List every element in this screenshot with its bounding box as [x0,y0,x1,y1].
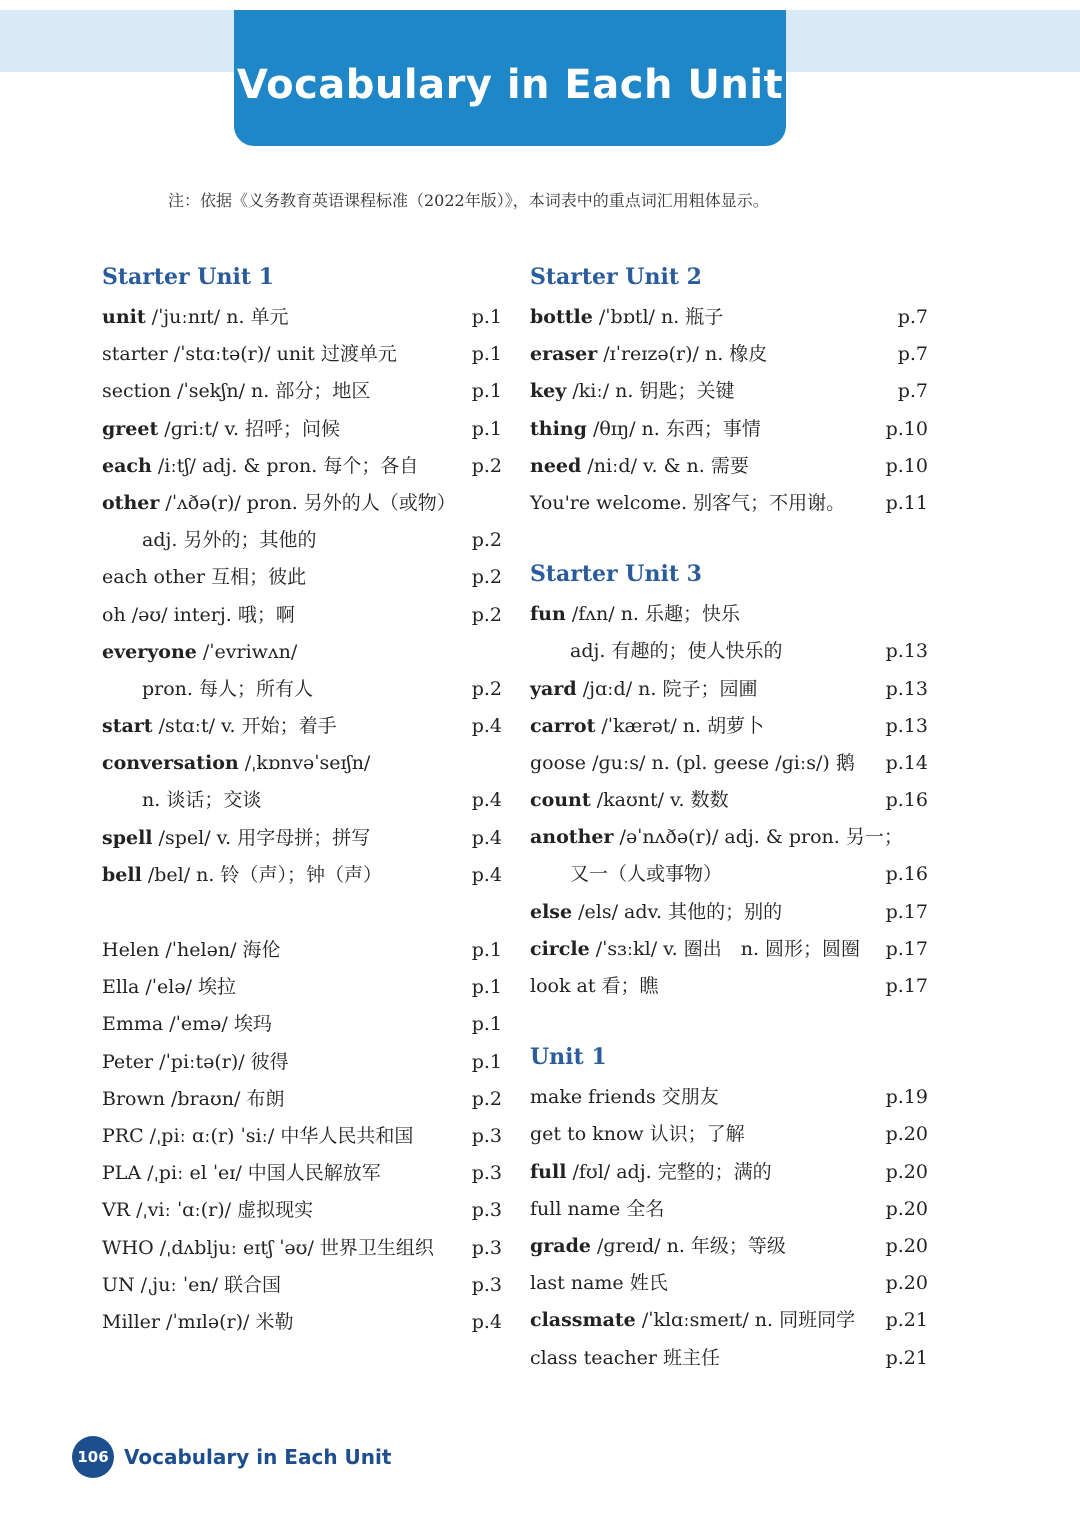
vocab-text [530,671,757,708]
vocab-entry [530,373,928,410]
starter-unit-3-list [530,596,928,1005]
vocab-text [102,336,397,373]
vocab-text [102,597,295,634]
vocab-definition: /θɪŋ/ n. 东西；事情 [586,417,761,440]
vocab-entry [530,336,928,373]
vocab-keyword: unit [102,306,146,328]
page-reference: p.10 [885,417,928,440]
vocab-entry [530,1079,928,1116]
page-reference: p.2 [471,529,502,552]
vocab-entry [102,782,502,819]
vocab-definition: Ella /ˈelə/ 埃拉 [102,976,237,999]
page-reference: p.7 [897,380,928,403]
vocab-definition: /bel/ n. 铃（声）；钟（声） [141,863,382,886]
vocab-text [102,745,370,782]
right-column [530,262,928,1377]
vocab-definition: class teacher 班主任 [530,1346,721,1369]
vocab-text [530,708,764,745]
vocab-definition: WHO /ˌdʌbljuː eɪtʃ ˈəʊ/ 世界卫生组织 [102,1236,434,1259]
page-reference: p.2 [471,1087,502,1110]
vocab-text [102,932,281,969]
section-heading: Unit 1 [530,1044,607,1071]
page-reference: p.14 [885,751,928,774]
vocab-definition: each other 互相；彼此 [102,566,307,589]
vocab-definition: /ˈkærət/ n. 胡萝卜 [595,714,765,737]
vocab-text [102,522,316,559]
vocab-text [530,448,749,485]
page-reference: p.13 [885,640,928,663]
vocab-keyword: yard [530,677,577,700]
vocab-keyword: count [530,789,591,812]
page-reference: p.20 [885,1160,928,1183]
vocab-text [102,1044,289,1081]
page-reference: p.4 [471,789,502,812]
vocab-definition: get to know 认识；了解 [530,1123,745,1146]
page-reference: p.2 [471,566,502,589]
vocab-entry [102,448,502,485]
vocab-text [530,485,845,522]
vocab-entry [530,411,928,448]
vocab-entry [102,1081,502,1118]
vocab-definition: PLA /ˌpiː el ˈeɪ/ 中国人民解放军 [102,1162,381,1185]
page-title: Vocabulary in Each Unit [236,62,784,108]
section-heading: Starter Unit 3 [530,561,702,588]
section-heading: Starter Unit 1 [102,264,274,290]
vocab-entry [530,1116,928,1153]
page-reference: p.16 [885,863,928,886]
vocab-definition: /niːd/ v. & n. 需要 [581,454,749,477]
vocab-keyword: bottle [530,306,593,328]
vocab-entry [102,1155,502,1192]
vocab-entry [530,931,928,968]
vocab-text [102,1192,313,1229]
vocab-definition: last name 姓氏 [530,1272,668,1295]
vocab-definition: 又一（人或事物） [570,863,723,886]
vocab-text [102,1267,281,1304]
page-reference: p.1 [471,1013,502,1036]
vocab-definition: /jɑːd/ n. 院子；园圃 [576,677,758,700]
vocab-keyword: grade [530,1234,591,1257]
vocab-text [530,633,782,670]
page-reference: p.1 [471,343,502,366]
vocab-entry [102,485,502,522]
vocab-entry [102,1044,502,1081]
vocab-entry [530,1340,928,1377]
page-reference: p.1 [471,306,502,328]
page-reference: p.7 [897,306,928,328]
vocab-keyword: else [530,900,573,923]
vocab-text [530,931,860,968]
page-reference: p.10 [885,454,928,477]
vocab-entry [530,819,928,856]
vocab-keyword: eraser [530,343,598,366]
vocab-text [530,782,729,819]
vocab-definition: make friends 交朋友 [530,1086,719,1109]
vocab-text [530,856,722,893]
vocab-keyword: another [530,826,614,849]
vocab-entry [530,633,928,670]
vocab-entry [102,373,502,410]
vocab-definition: /ˈevriwʌn/ [196,640,298,663]
vocab-entry [530,1154,928,1191]
vocab-keyword: other [102,491,160,514]
vocab-keyword: classmate [530,1309,636,1332]
page-reference: p.7 [897,343,928,366]
vocab-text [102,782,261,819]
vocab-text [530,336,767,373]
vocab-definition: Emma /ˈemə/ 埃玛 [102,1013,272,1036]
footer-label: Vocabulary in Each Unit [124,1445,392,1469]
vocab-definition: /ˈʌðə(r)/ pron. 另外的人（或物） [159,491,456,514]
vocab-entry [530,1228,928,1265]
vocab-entry [530,299,928,336]
page-reference: p.20 [885,1234,928,1257]
vocab-text [102,411,340,448]
page-reference: p.4 [471,826,502,849]
note-text: 注：依据《义务教育英语课程标准（2022年版）》，本词表中的重点词汇用粗体显示。 [168,191,769,210]
names-list [102,932,502,1341]
vocab-entry [102,522,502,559]
vocab-definition: Miller /ˈmɪlə(r)/ 米勒 [102,1310,294,1333]
vocab-keyword: full [530,1160,567,1183]
vocab-definition: /kaʊnt/ v. 数数 [590,789,729,812]
vocab-text [102,299,289,336]
page-reference: p.2 [471,677,502,700]
page-reference: p.4 [471,1310,502,1333]
vocab-entry [102,708,502,745]
vocab-text [530,894,782,931]
vocab-definition: section /ˈsekʃn/ n. 部分；地区 [102,380,371,403]
vocab-entry [102,1267,502,1304]
vocab-definition: /spel/ v. 用字母拼；拼写 [152,826,371,849]
vocab-text [530,1340,720,1377]
page-reference: p.13 [885,714,928,737]
vocab-entry [102,969,502,1006]
vocab-text [530,1191,664,1228]
page-reference: p.3 [471,1162,502,1185]
vocab-definition: /fʊl/ adj. 完整的；满的 [566,1160,772,1183]
vocab-entry [530,856,928,893]
vocab-entry [530,782,928,819]
vocab-text [102,448,418,485]
vocab-entry [530,671,928,708]
vocab-keyword: circle [530,937,590,960]
page-reference: p.20 [885,1272,928,1295]
vocab-keyword: spell [102,826,153,849]
vocab-keyword: need [530,454,582,477]
vocab-definition: pron. 每人；所有人 [142,677,314,700]
vocab-definition: Peter /ˈpiːtə(r)/ 彼得 [102,1050,289,1073]
vocab-entry [102,1304,502,1341]
vocab-text [530,1116,745,1153]
vocab-text [102,671,313,708]
page-reference: p.20 [885,1197,928,1220]
page-reference: p.21 [885,1309,928,1332]
vocab-definition: /ˈklɑːsmeɪt/ n. 同班同学 [635,1309,856,1332]
vocab-definition: oh /əʊ/ interj. 哦；啊 [102,603,295,626]
left-column [102,262,502,1341]
vocab-entry [530,894,928,931]
vocab-text [102,1118,413,1155]
page-reference: p.4 [471,715,502,738]
vocab-entry [102,299,502,336]
page-reference: p.20 [885,1123,928,1146]
page-reference: p.21 [885,1346,928,1369]
vocab-text [102,1230,434,1267]
vocab-text [530,1154,772,1191]
vocab-entry [102,671,502,708]
vocab-text [530,596,740,633]
page-reference: p.4 [471,863,502,886]
vocab-text [102,1155,381,1192]
vocab-keyword: everyone [102,640,197,663]
vocab-entry [102,1230,502,1267]
vocab-definition: /iːtʃ/ adj. & pron. 每个；各自 [151,454,419,477]
unit-1-list [530,1079,928,1377]
vocab-entry [530,968,928,1005]
vocab-definition: /ˈjuːnɪt/ n. 单元 [145,306,289,328]
vocab-definition: /kiː/ n. 钥匙；关键 [566,380,735,403]
vocab-text [530,1302,855,1339]
vocab-text [530,745,855,782]
page-reference: p.3 [471,1236,502,1259]
vocab-text [102,1081,284,1118]
page-reference: p.13 [885,677,928,700]
vocab-entry [102,1006,502,1043]
vocab-definition: starter /ˈstɑːtə(r)/ unit 过渡单元 [102,343,397,366]
page-reference: p.19 [885,1086,928,1109]
vocab-definition: VR /ˌviː ˈɑː(r)/ 虚拟现实 [102,1199,314,1222]
page-reference: p.2 [471,454,502,477]
vocab-definition: /əˈnʌðə(r)/ adj. & pron. 另一； [613,826,903,849]
vocab-definition: full name 全名 [530,1197,665,1220]
vocab-definition: /ˌkɒnvəˈseɪʃn/ [238,752,371,775]
vocab-text [530,373,735,410]
vocab-entry [102,857,502,894]
vocab-entry [530,596,928,633]
vocab-text [102,1006,272,1043]
vocab-entry [530,1302,928,1339]
vocab-text [102,485,456,522]
vocab-text [530,968,659,1005]
page-reference: p.17 [885,937,928,960]
page-reference: p.1 [471,939,502,961]
page-reference: p.1 [471,1050,502,1073]
vocab-definition: adj. 有趣的；使人快乐的 [570,640,783,663]
vocab-definition: adj. 另外的；其他的 [142,529,317,552]
vocab-text [530,819,903,856]
vocab-definition: /ˈbɒtl/ n. 瓶子 [592,306,724,328]
vocab-entry [530,745,928,782]
vocab-keyword: fun [530,603,566,626]
vocab-entry [102,745,502,782]
page-reference: p.3 [471,1199,502,1222]
vocab-keyword: greet [102,417,159,440]
title-tab [234,10,786,146]
vocab-text [530,1228,786,1265]
vocab-entry [102,411,502,448]
vocab-entry [530,448,928,485]
vocab-keyword: each [102,454,152,477]
page-reference: p.3 [471,1273,502,1296]
starter-unit-1-list [102,299,502,894]
page-number-badge: 106 [72,1436,114,1478]
vocab-keyword: conversation [102,752,239,775]
vocab-definition: goose /ɡuːs/ n. (pl. geese /ɡiːs/) 鹅 [530,751,855,774]
vocab-definition: PRC /ˌpiː ɑː(r) ˈsiː/ 中华人民共和国 [102,1124,414,1147]
vocab-definition: n. 谈话；交谈 [142,789,262,812]
vocab-entry [102,597,502,634]
page-reference: p.17 [885,975,928,997]
page-reference: p.3 [471,1124,502,1147]
vocab-text [530,299,723,336]
vocab-definition: UN /ˌjuː ˈen/ 联合国 [102,1273,282,1296]
vocab-definition: Brown /braʊn/ 布朗 [102,1087,285,1110]
page-reference: p.1 [471,380,502,403]
vocab-entry [530,708,928,745]
page-reference: p.17 [885,900,928,923]
vocab-text [102,634,297,671]
vocab-text [102,820,370,857]
page-reference: p.16 [885,789,928,812]
vocab-text [102,708,337,745]
starter-unit-2-list [530,299,928,522]
vocab-entry [102,634,502,671]
vocab-text [102,1304,293,1341]
vocab-entry [102,336,502,373]
vocab-text [530,1079,719,1116]
vocab-definition: /fʌn/ n. 乐趣；快乐 [565,603,741,626]
vocab-text [102,373,370,410]
vocab-entry [102,1192,502,1229]
vocab-definition: /ɡriːt/ v. 招呼；问候 [158,417,341,440]
vocab-definition: You're welcome. 别客气；不用谢。 [530,491,846,514]
vocab-entry [102,932,502,969]
vocab-text [102,559,306,596]
vocab-keyword: carrot [530,714,596,737]
page-reference: p.1 [471,417,502,440]
vocab-entry [102,820,502,857]
vocab-definition: /ɪˈreɪzə(r)/ n. 橡皮 [597,343,768,366]
vocab-definition: /els/ adv. 其他的；别的 [572,900,783,923]
vocab-definition: Helen /ˈhelən/ 海伦 [102,939,281,961]
vocab-text [102,969,236,1006]
page-reference: p.2 [471,603,502,626]
vocab-text [530,411,761,448]
page-footer [72,1436,391,1478]
page-reference: p.11 [885,491,928,514]
vocab-entry [102,1118,502,1155]
page-reference: p.1 [471,976,502,999]
vocab-entry [530,485,928,522]
vocab-definition: look at 看；瞧 [530,975,659,997]
vocab-definition: /stɑːt/ v. 开始；着手 [152,715,337,738]
vocab-text [102,857,382,894]
vocab-entry [102,559,502,596]
vocab-keyword: thing [530,417,587,440]
vocab-text [530,1265,668,1302]
section-heading: Starter Unit 2 [530,264,702,290]
vocab-definition: /ˈsɜːkl/ v. 圈出 n. 圆形；圆圈 [589,937,861,960]
vocab-keyword: bell [102,863,142,886]
vocab-definition: /ɡreɪd/ n. 年级；等级 [590,1234,786,1257]
vocab-entry [530,1191,928,1228]
vocab-keyword: start [102,715,153,738]
vocab-entry [530,1265,928,1302]
vocab-keyword: key [530,380,567,403]
